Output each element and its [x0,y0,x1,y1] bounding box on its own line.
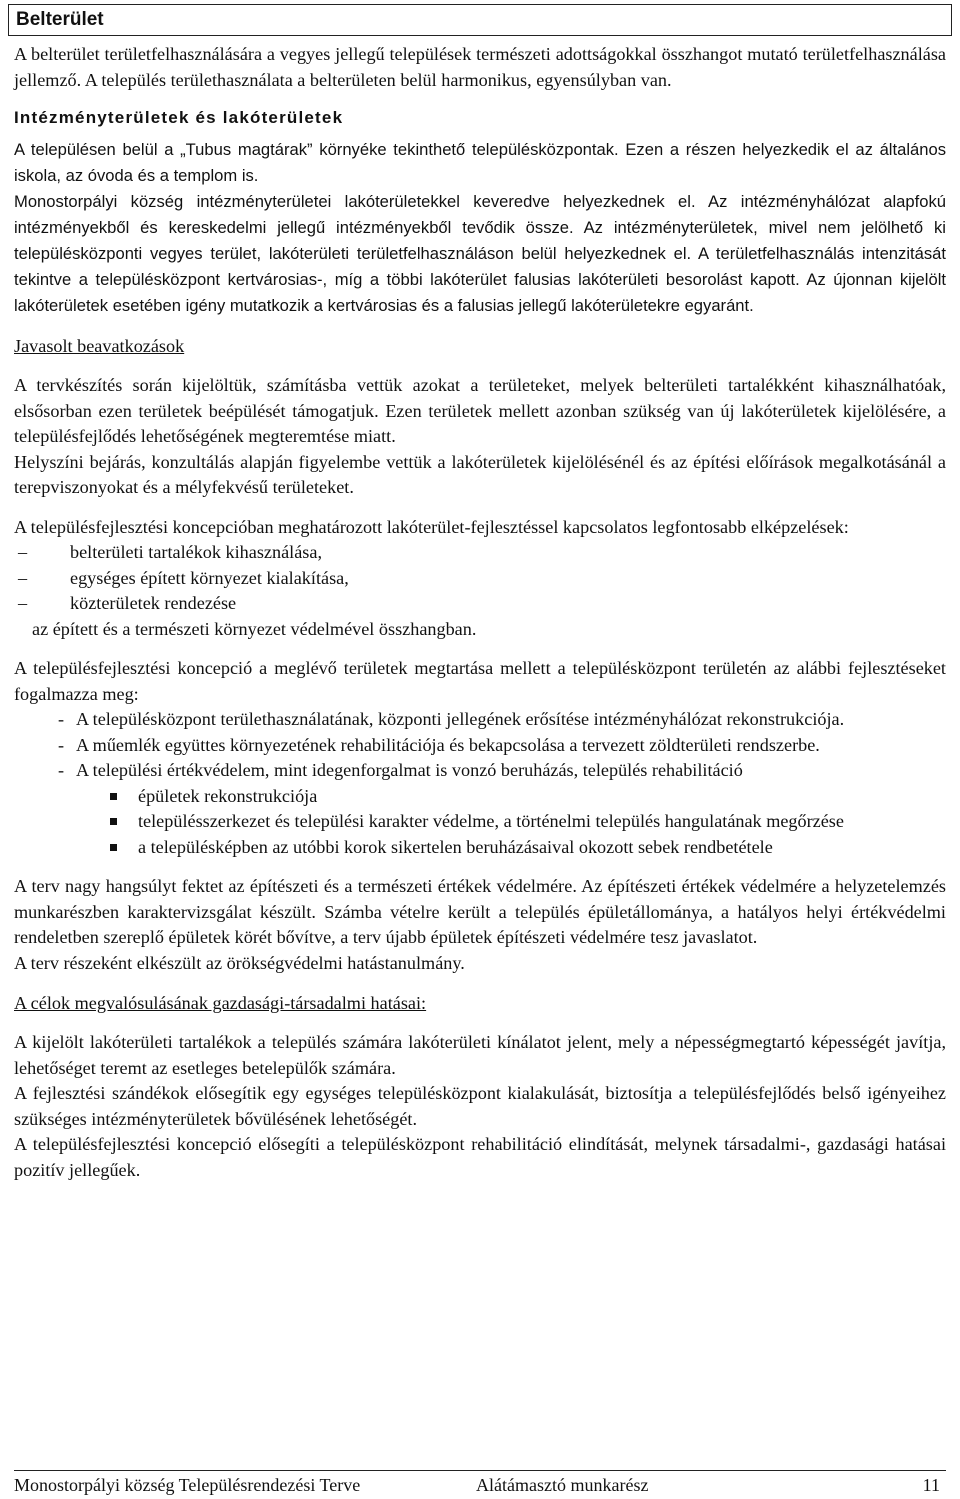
dash-list [14,540,946,617]
paragraph-javasolt-2: Helyszíni bejárás, konzultálás alapján figyelembe vettük a lakóterületek kijelölésénél és az építési előírások megalkotásánál a terepviszonyokat és a mélyfekvésű területeket. [14,451,946,497]
paragraph-terv-1: A terv nagy hangsúlyt fektet az építészeti és a természeti értékek védelmére. Az építészeti értékek védelmére a helyzetelemzés munkarészben karaktervizsgálat készült. Számba vételre került a település épületállománya, a hatályos helyi értékvédelmi rendeletben szereplő épületek körét bővítve, a terv újabb épületek építészeti védelmére tesz javaslatot. [14,876,946,947]
list-item: - A településközpont területhasználatának, központi jellegének erősítése intézményhálózat rekonstrukciója. [14,707,946,733]
section-title-box [8,4,952,36]
paragraph-javasolt-5: A településfejlesztési koncepció a meglévő területek megtartása mellett a településközpont területén az alábbi fejlesztéseket fogalmazza meg: [14,658,946,704]
paragraph-celok-3: A településfejlesztési koncepció elősegíti a településközpont rehabilitáció elindítását, melynek társadalmi-, gazdasági hatásai pozitív jellegűek. [14,1134,946,1180]
heading-celok: A célok megvalósulásának gazdasági-társadalmi hatásai: [14,993,427,1013]
list-item: – közterületek rendezése [14,591,946,617]
page-number: 11 [922,1475,940,1495]
list-item: településszerkezet és települési karakter védelme, a történelmi település hangulatának megőrzése [14,809,946,835]
square-bullet-icon [110,793,117,800]
subheading-intezmeny: Intézményterületek és lakóterületek [14,108,344,127]
list-item: – egységes épített környezet kialakítása, [14,566,946,592]
paragraph-institutions: Monostorpályi község intézményterületei lakóterületekkel keveredve helyezkednek el. Az intézményhálózat alapfokú intézményekből és kereskedelmi jellegű intézményekből tevődik össze. Az intézményterületek, mivel nem jelölhető ki településközponti vegyes terület, lakóterületi területfelhasználáson belül helyezkednek el. A területfelhasználás intenzitását tekintve a településközpont kertvárosias-, míg a többi lakóterület falusias lakóterületi besorolást kapott. Az újonnan kijelölt lakóterületek esetében igény mutatkozik a kertvárosias és a falusias jellegű lakóterületekre egyaránt. [14,192,946,315]
paragraph-terv-2: A terv részeként elkészült az örökségvédelmi hatástanulmány. [14,952,465,973]
list-item: épületek rekonstrukciója [14,784,946,810]
footer-doc-title: Monostorpályi község Településrendezési Terve [14,1475,361,1495]
section-title: Belterület [16,9,104,30]
paragraph-javasolt-4: az épített és a természeti környezet védelmével összhangban. [32,618,477,639]
hyphen-bullet: - [58,734,65,755]
hyphen-bullet: - [58,760,65,780]
dash-bullet: – [18,593,28,613]
intro-paragraph: A belterület területfelhasználására a vegyes jellegű települések természeti adottságokkal összhangot mutató területfelhasználása jellemző. A település területhasználata a belterületen belül harmonikus, egyensúlyban van. [14,44,946,90]
list-item: a településképben az utóbbi korok sikertelen beruházásaival okozott sebek rendbetétele [14,835,946,861]
paragraph-celok-2: A fejlesztési szándékok elősegítik egy egységes településközpont kialakulását, biztosítja a településfejlődés belső igényeihez szükséges intézményterületek bővülésének lehetőségét. [14,1083,946,1129]
dash-bullet: – [18,542,28,562]
document-body [14,42,946,1183]
list-item: – belterületi tartalékok kihasználása, [14,540,946,566]
heading-javasolt: Javasolt beavatkozások [14,336,185,356]
list-item: - A települési értékvédelem, mint idegenforgalmat is vonzó beruházás, település rehabilitáció [14,758,946,784]
paragraph-javasolt-3: A településfejlesztési koncepcióban meghatározott lakóterület-fejlesztéssel kapcsolatos legfontosabb elképzelések: [14,516,849,537]
paragraph-center: A településen belül a „Tubus magtárak” környéke tekinthető településközpontak. Ezen a részen helyezkedik el az általános iskola, az óvoda és a templom is. [14,140,946,185]
paragraph-javasolt-1: A tervkészítés során kijelöltük, számításba vettük azokat a területeket, melyek belterületi tartalékként kihasználhatóak, elsősorban ezen területek beépülését támogatjuk. Ezen területek mellett azonban szükség van új lakóterületek kijelölésére, a településfejlődés lehetőségének megteremtése miatt. [14,375,946,446]
dash-bullet: – [18,567,28,588]
footer-part: Alátámasztó munkarész [476,1475,649,1495]
list-item: - A műemlék együttes környezetének rehabilitációja és bekapcsolása a tervezett zöldterületi rendszerbe. [14,733,946,759]
footer-divider [14,1470,946,1471]
hyphen-bullet: - [58,709,65,729]
paragraph-celok-1: A kijelölt lakóterületi tartalékok a település számára lakóterületi kínálatot jelent, mely a népességmegtartó képességét javítja, lehetőséget teremt az esetleges betelepülők számára. [14,1032,946,1078]
square-bullet-icon [110,844,117,851]
hyphen-list [14,707,946,784]
square-list [14,784,946,861]
square-bullet-icon [110,818,117,825]
